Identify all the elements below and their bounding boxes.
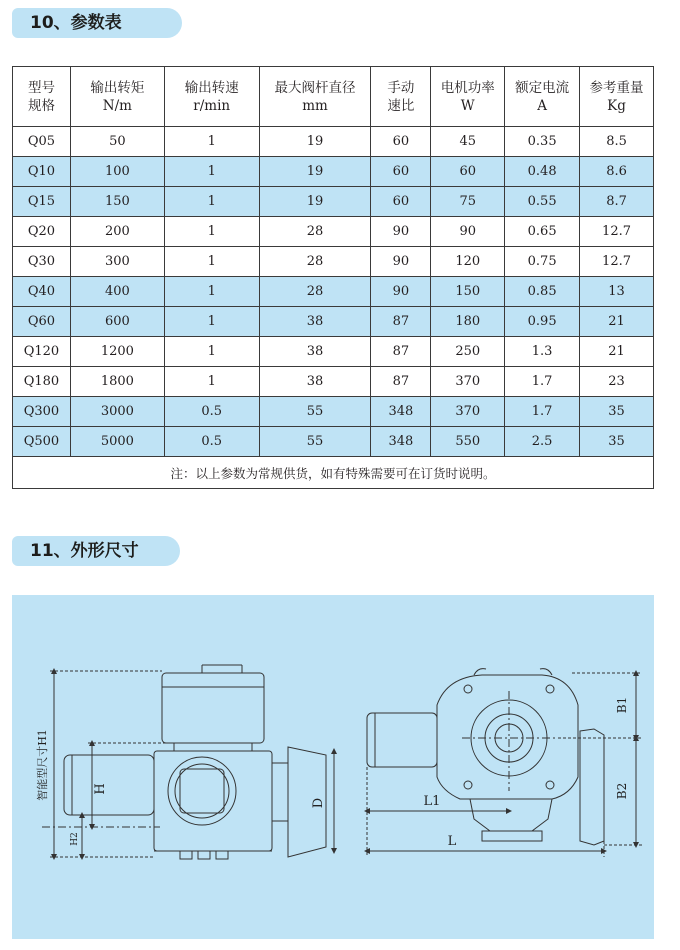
table-cell: 23 [580,367,654,397]
table-cell: 87 [371,367,431,397]
table-cell: 19 [259,157,371,187]
table-cell: Q40 [13,277,71,307]
table-cell: 21 [580,337,654,367]
table-cell: 28 [259,277,371,307]
table-cell: 38 [259,307,371,337]
table-cell: 45 [431,127,505,157]
table-cell: 60 [371,127,431,157]
table-row [13,247,654,277]
table-row [13,187,654,217]
motor-front [367,713,437,767]
table-cell: 150 [431,277,505,307]
table-cell: 8.6 [580,157,654,187]
table-cell: 8.7 [580,187,654,217]
table-header-cell [371,67,431,127]
smart-module-housing [162,673,264,743]
header-label: 型号 [27,79,55,96]
table-cell: 0.5 [164,397,259,427]
table-cell: 87 [371,307,431,337]
table-header-cell [580,67,654,127]
table-note: 注：以上参数为常规供货，如有特殊需要可在订货时说明。 [13,457,654,489]
section-title-parameters: 10、参数表 [12,8,182,38]
dimension-drawing-svg [12,595,654,939]
table-cell: 12.7 [580,247,654,277]
table-cell: 5000 [70,427,164,457]
table-cell: 60 [371,187,431,217]
table-cell: 0.95 [505,307,580,337]
table-cell: 250 [431,337,505,367]
table-cell: 1800 [70,367,164,397]
table-cell: Q300 [13,397,71,427]
table-cell: 50 [70,127,164,157]
label-d: D [311,797,326,809]
table-cell: 19 [259,187,371,217]
table-cell: 1 [164,187,259,217]
table-cell: Q05 [13,127,71,157]
table-cell: 150 [70,187,164,217]
table-header-row [13,67,654,127]
table-cell: 19 [259,127,371,157]
header-unit: mm [302,97,328,114]
header-unit: 速比 [387,97,415,114]
table-cell: 1 [164,127,259,157]
parameter-table [12,66,654,489]
table-cell: 3000 [70,397,164,427]
table-cell: 1200 [70,337,164,367]
table-header-cell [259,67,371,127]
table-cell: 1 [164,367,259,397]
header-label: 输出转速 [184,79,239,96]
table-cell: 370 [431,397,505,427]
table-cell: 370 [431,367,505,397]
table-cell: 400 [70,277,164,307]
header-unit: r/min [193,97,231,114]
table-cell: 550 [431,427,505,457]
table-cell: 60 [371,157,431,187]
section-title-dimensions: 11、外形尺寸 [12,536,180,566]
actuator-body-front [437,675,578,799]
table-cell: 1.3 [505,337,580,367]
table-cell: 90 [431,217,505,247]
header-unit: W [460,97,475,114]
header-label: 额定电流 [515,79,570,96]
table-cell: Q15 [13,187,71,217]
table-cell: Q20 [13,217,71,247]
table-row [13,307,654,337]
table-cell: 0.35 [505,127,580,157]
table-cell: 180 [431,307,505,337]
table-cell: 55 [259,397,371,427]
table-cell: 1 [164,277,259,307]
table-header-cell [505,67,580,127]
table-cell: 1 [164,157,259,187]
motor-side [64,755,154,815]
table-header-cell [431,67,505,127]
table-cell: 13 [580,277,654,307]
table-cell: 35 [580,397,654,427]
table-cell: 0.5 [164,427,259,457]
table-cell: 1 [164,307,259,337]
table-cell: 0.55 [505,187,580,217]
label-h2: H2 [70,832,80,846]
table-cell: 90 [371,277,431,307]
table-row [13,397,654,427]
table-cell: 0.85 [505,277,580,307]
table-cell: 348 [371,427,431,457]
header-label: 手动 [387,79,415,96]
label-l1: L1 [423,794,441,809]
table-cell: 90 [371,247,431,277]
label-l: L [447,834,457,849]
table-cell: 2.5 [505,427,580,457]
table-row [13,217,654,247]
table-cell: 38 [259,367,371,397]
header-label: 最大阀杆直径 [274,79,356,96]
table-cell: 200 [70,217,164,247]
table-row [13,367,654,397]
table-row [13,127,654,157]
table-note-row [13,457,654,489]
table-cell: 1 [164,337,259,367]
table-cell: 0.65 [505,217,580,247]
table-cell: Q120 [13,337,71,367]
table-cell: 90 [371,217,431,247]
table-row [13,277,654,307]
header-unit: A [537,97,547,114]
table-cell: 0.75 [505,247,580,277]
table-cell: 120 [431,247,505,277]
table-header-cell [164,67,259,127]
table-cell: 55 [259,427,371,457]
table-cell: 1.7 [505,367,580,397]
table-cell: 1.7 [505,397,580,427]
table-cell: 21 [580,307,654,337]
table-cell: 1 [164,247,259,277]
header-unit: Kg [607,97,626,114]
table-header-cell [13,67,71,127]
table-cell: 28 [259,247,371,277]
table-row [13,157,654,187]
table-row [13,427,654,457]
header-unit: N/m [102,97,132,114]
table-cell: Q500 [13,427,71,457]
handwheel-front [580,729,604,845]
table-cell: 348 [371,397,431,427]
header-label: 电机功率 [440,79,495,96]
table-cell: Q10 [13,157,71,187]
table-cell: 1 [164,217,259,247]
table-cell: 600 [70,307,164,337]
label-h1: 智能型尺寸H1 [36,729,49,801]
table-cell: 38 [259,337,371,367]
label-b2: B2 [615,782,629,800]
table-cell: 300 [70,247,164,277]
table-cell: Q60 [13,307,71,337]
table-row [13,337,654,367]
label-b1: B1 [615,696,629,714]
table-cell: 60 [431,157,505,187]
table-cell: Q180 [13,367,71,397]
table-cell: 87 [371,337,431,367]
header-label: 输出转矩 [90,79,145,96]
header-unit: 规格 [27,97,55,114]
table-cell: 28 [259,217,371,247]
table-header-cell [70,67,164,127]
label-h: H [93,783,108,795]
table-cell: 35 [580,427,654,457]
table-cell: 0.48 [505,157,580,187]
table-cell: 75 [431,187,505,217]
table-cell: 8.5 [580,127,654,157]
dimension-drawing [12,595,654,939]
table-cell: 12.7 [580,217,654,247]
table-cell: 100 [70,157,164,187]
header-label: 参考重量 [589,79,644,96]
table-cell: Q30 [13,247,71,277]
